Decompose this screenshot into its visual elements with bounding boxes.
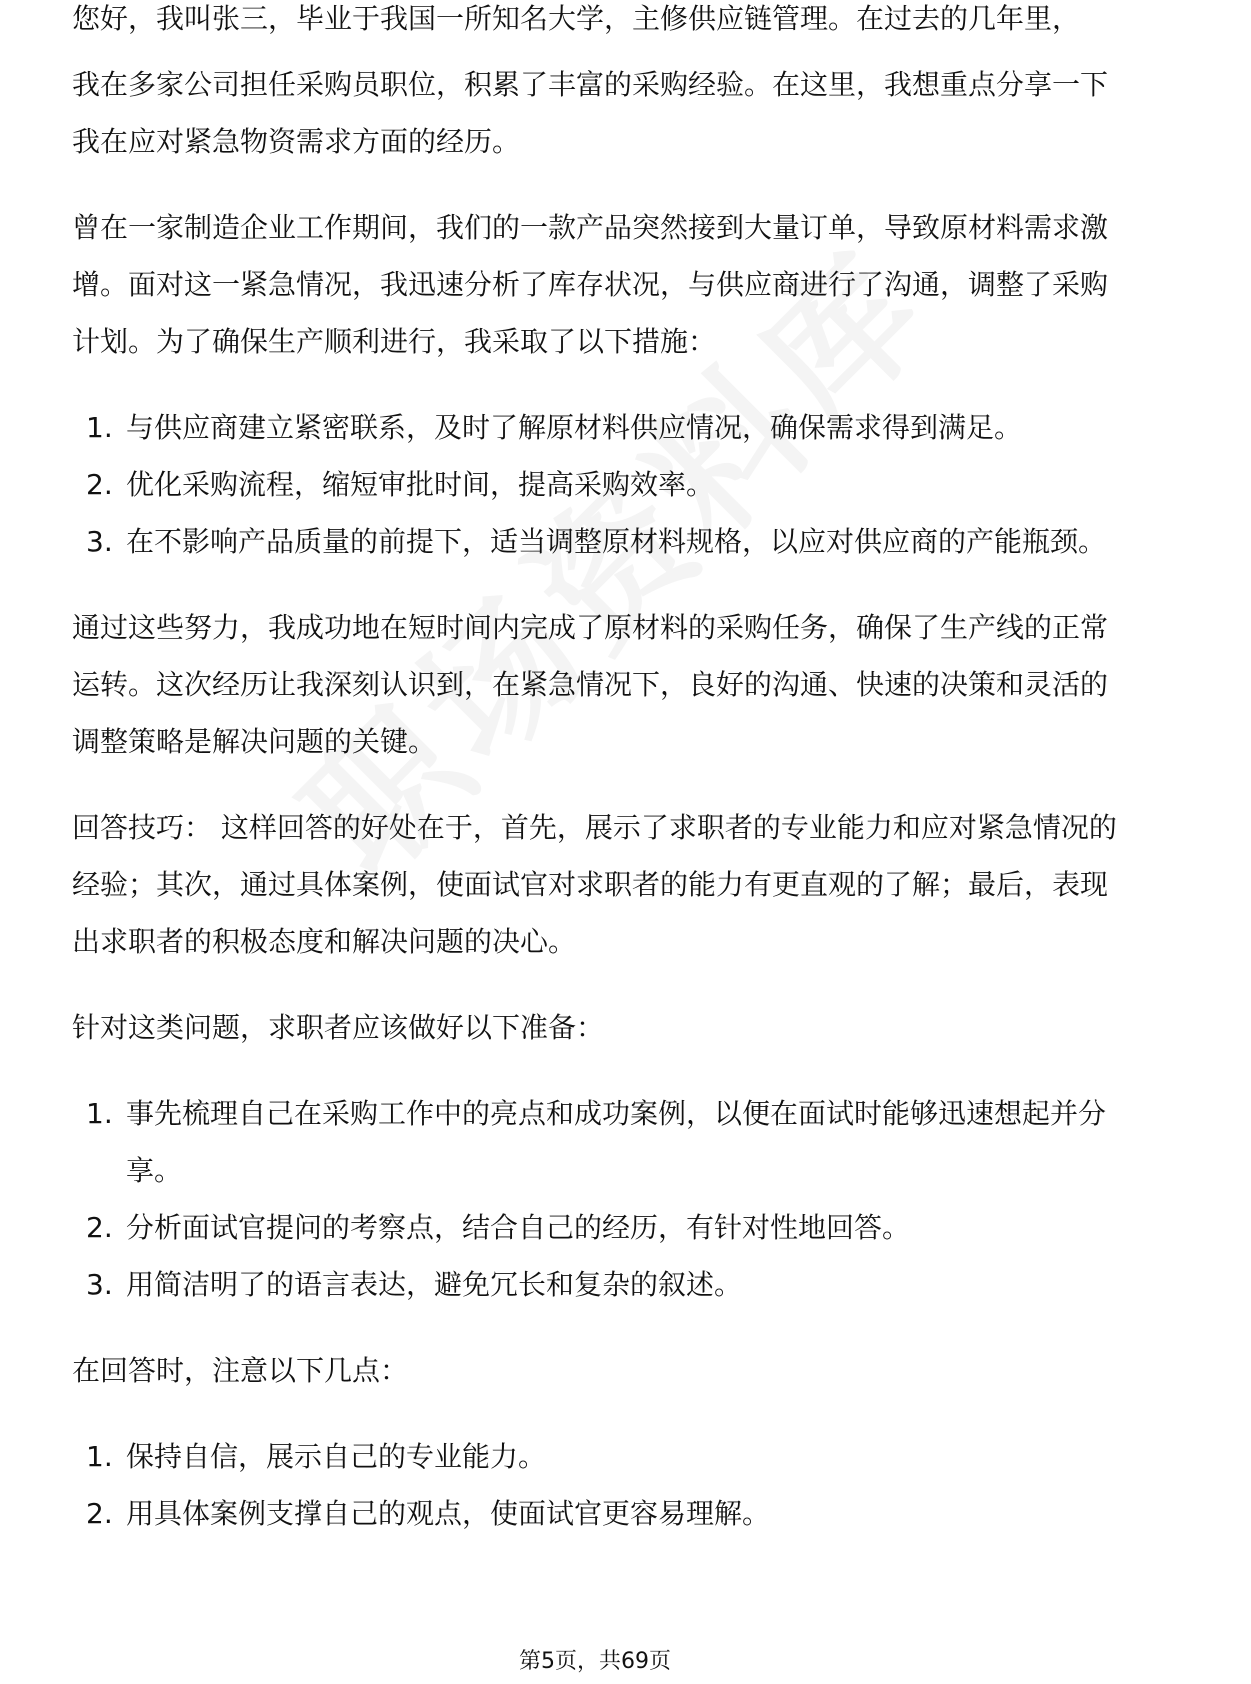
list-item-text: 事先梳理自己在采购工作中的亮点和成功案例，以便在面试时能够迅速想起并分享。 bbox=[126, 1097, 1107, 1187]
list-item bbox=[72, 1256, 1132, 1313]
list-number: 2. bbox=[86, 468, 113, 501]
preparation-list bbox=[72, 1085, 1132, 1313]
measures-list bbox=[72, 399, 1132, 570]
document-body bbox=[72, 2, 1132, 1571]
list-item bbox=[72, 1199, 1132, 1256]
paragraph-tips: 回答技巧： 这样回答的好处在于，首先，展示了求职者的专业能力和应对紧急情况的经验；其次，通过具体案例，使面试官对求职者的能力有更直观的了解；最后，表现出求职者的积极态度和解决问题的决心。 bbox=[72, 811, 1117, 958]
list-number: 2. bbox=[86, 1211, 113, 1244]
list-item-text: 与供应商建立紧密联系，及时了解原材料供应情况，确保需求得到满足。 bbox=[126, 411, 1023, 444]
paragraph-intro: 我在多家公司担任采购员职位，积累了丰富的采购经验。在这里，我想重点分享一下我在应对紧急物资需求方面的经历。 bbox=[72, 68, 1109, 158]
list-item bbox=[72, 1085, 1132, 1199]
list-number: 3. bbox=[86, 1268, 113, 1301]
cut-off-top-line bbox=[72, 2, 1132, 56]
paragraph-experience: 曾在一家制造企业工作期间，我们的一款产品突然接到大量订单，导致原材料需求激增。面对这一紧急情况，我迅速分析了库存状况，与供应商进行了沟通，调整了采购计划。为了确保生产顺利进行，我采取了以下措施： bbox=[72, 211, 1109, 358]
list-item-text: 用具体案例支撑自己的观点，使面试官更容易理解。 bbox=[126, 1497, 771, 1530]
list-item-text: 用简洁明了的语言表达，避免冗长和复杂的叙述。 bbox=[126, 1268, 743, 1301]
list-number: 1. bbox=[86, 1440, 113, 1473]
paragraph-notes-heading: 在回答时，注意以下几点： bbox=[72, 1354, 409, 1387]
paragraph-result: 通过这些努力，我成功地在短时间内完成了原材料的采购任务，确保了生产线的正常运转。这次经历让我深刻认识到，在紧急情况下，良好的沟通、快速的决策和灵活的调整策略是解决问题的关键。 bbox=[72, 611, 1109, 758]
list-item bbox=[72, 1428, 1132, 1485]
page-footer: 第5页，共69页 bbox=[519, 1649, 671, 1674]
list-item-text: 保持自信，展示自己的专业能力。 bbox=[126, 1440, 547, 1473]
list-item bbox=[72, 513, 1132, 570]
list-number: 2. bbox=[86, 1497, 113, 1530]
list-item-text: 分析面试官提问的考察点，结合自己的经历，有针对性地回答。 bbox=[126, 1211, 911, 1244]
list-item bbox=[72, 1485, 1132, 1542]
list-number: 3. bbox=[86, 525, 113, 558]
list-item bbox=[72, 456, 1132, 513]
list-item bbox=[72, 399, 1132, 456]
paragraph-prepare-heading: 针对这类问题，求职者应该做好以下准备： bbox=[72, 1011, 605, 1044]
notes-list bbox=[72, 1428, 1132, 1542]
list-number: 1. bbox=[86, 1097, 113, 1130]
cut-off-text: 您好，我叫张三，毕业于我国一所知名大学，主修供应链管理。在过去的几年里， bbox=[72, 2, 1081, 35]
list-item-text: 优化采购流程，缩短审批时间，提高采购效率。 bbox=[126, 468, 715, 501]
list-number: 1. bbox=[86, 411, 113, 444]
list-item-text: 在不影响产品质量的前提下，适当调整原材料规格，以应对供应商的产能瓶颈。 bbox=[126, 525, 1107, 558]
